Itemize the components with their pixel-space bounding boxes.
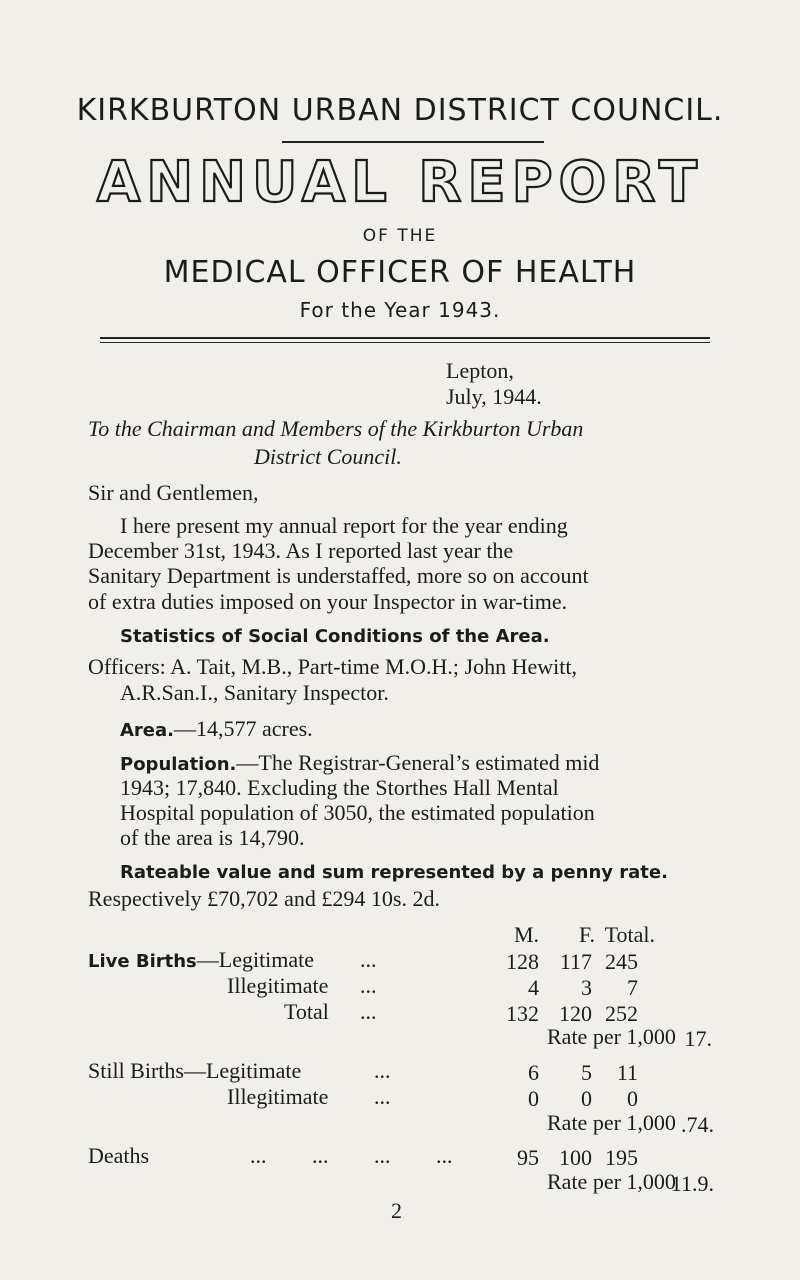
live-birth-rate-value: 17.: [684, 1026, 712, 1051]
dots: ...: [360, 947, 377, 972]
officers-line-1: Officers: A. Tait, M.B., Part-time M.O.H.; John Hewitt,: [88, 654, 577, 679]
salutation: Sir and Gentlemen,: [88, 480, 259, 505]
area-line: [120, 718, 313, 740]
still-legit-total: 11: [616, 1060, 638, 1085]
death-rate-value: 11.9.: [670, 1171, 714, 1196]
body-line-4: of extra duties imposed on your Inspector in war-time.: [88, 589, 568, 614]
dots: ...: [374, 1084, 391, 1109]
still-birth-rate-value: .74.: [681, 1112, 714, 1137]
council-name: KIRKBURTON URBAN DISTRICT COUNCIL.: [76, 93, 724, 128]
population-label: Population.: [120, 754, 237, 775]
rateable-heading: Rateable value and sum represented by a penny rate.: [120, 862, 668, 883]
population-line-2: 1943; 17,840. Excluding the Storthes Hall Mental: [120, 775, 559, 800]
still-illegit-f: 0: [581, 1086, 592, 1111]
death-rate-label: Rate per 1,000: [547, 1169, 676, 1194]
dots: ...: [436, 1143, 453, 1168]
live-illegitimate-label: Illegitimate: [227, 973, 329, 998]
body-line-2: December 31st, 1943. As I reported last year the: [88, 538, 514, 563]
addressee-line-1: To the Chairman and Members of the Kirkburton Urban: [88, 416, 584, 441]
still-birth-rate-label: Rate per 1,000: [547, 1110, 676, 1135]
still-illegit-m: 0: [528, 1086, 539, 1111]
col-header-m: M.: [513, 922, 539, 947]
report-title: ANNUAL REPORT: [96, 150, 704, 215]
deaths-label: Deaths: [88, 1143, 150, 1168]
page-number: 2: [391, 1198, 402, 1223]
live-illegit-f: 3: [581, 975, 592, 1000]
live-births-legitimate-label: [88, 949, 314, 971]
legitimate-label: —Legitimate: [196, 947, 315, 972]
still-illegit-total: 0: [627, 1086, 638, 1111]
letter-date: July, 1944.: [446, 384, 542, 409]
population-line-3: Hospital population of 3050, the estimated population: [120, 800, 595, 825]
report-year: For the Year 1943.: [299, 298, 501, 322]
live-total-total: 252: [605, 1001, 638, 1026]
dots: ...: [312, 1143, 329, 1168]
title-rule: [282, 141, 544, 143]
live-legit-total: 245: [605, 949, 638, 974]
letter-place: Lepton,: [446, 358, 514, 383]
population-text-1: —The Registrar-General’s estimated mid: [236, 750, 600, 775]
col-header-total: Total.: [604, 922, 655, 947]
still-legit-m: 6: [528, 1060, 539, 1085]
area-label: Area.: [120, 720, 174, 741]
officers-line-2: A.R.San.I., Sanitary Inspector.: [120, 680, 389, 705]
deaths-f: 100: [559, 1145, 592, 1170]
rateable-text: Respectively £70,702 and £294 10s. 2d.: [88, 886, 440, 911]
live-legit-m: 128: [506, 949, 539, 974]
population-line-4: of the area is 14,790.: [120, 825, 305, 850]
live-illegit-total: 7: [627, 975, 638, 1000]
col-header-f: F.: [579, 922, 595, 947]
officer-title: MEDICAL OFFICER OF HEALTH: [163, 255, 637, 290]
area-value: —14,577 acres.: [174, 716, 313, 741]
live-total-f: 120: [559, 1001, 592, 1026]
dots: ...: [374, 1143, 391, 1168]
still-births-legitimate-label: Still Births—Legitimate: [88, 1058, 302, 1083]
body-line-1: I here present my annual report for the year ending: [120, 513, 568, 538]
dots: ...: [250, 1143, 267, 1168]
body-line-3: Sanitary Department is understaffed, more so on account: [88, 563, 589, 588]
dots: ...: [360, 973, 377, 998]
header-double-rule: [100, 337, 710, 343]
dots: ...: [374, 1058, 391, 1083]
deaths-total: 195: [605, 1145, 638, 1170]
live-total-label: Total: [284, 999, 329, 1024]
live-legit-f: 117: [559, 949, 592, 974]
dots: ...: [360, 999, 377, 1024]
still-legit-f: 5: [581, 1060, 592, 1085]
statistics-heading: Statistics of Social Conditions of the Area.: [120, 626, 550, 647]
live-birth-rate-label: Rate per 1,000: [547, 1024, 676, 1049]
live-illegit-m: 4: [528, 975, 539, 1000]
deaths-m: 95: [517, 1145, 539, 1170]
of-the-label: OF THE: [362, 226, 438, 246]
live-total-m: 132: [506, 1001, 539, 1026]
population-line-1: [120, 752, 599, 774]
addressee-line-2: District Council.: [254, 444, 402, 469]
live-births-label: Live Births: [88, 951, 197, 972]
still-illegitimate-label: Illegitimate: [227, 1084, 329, 1109]
